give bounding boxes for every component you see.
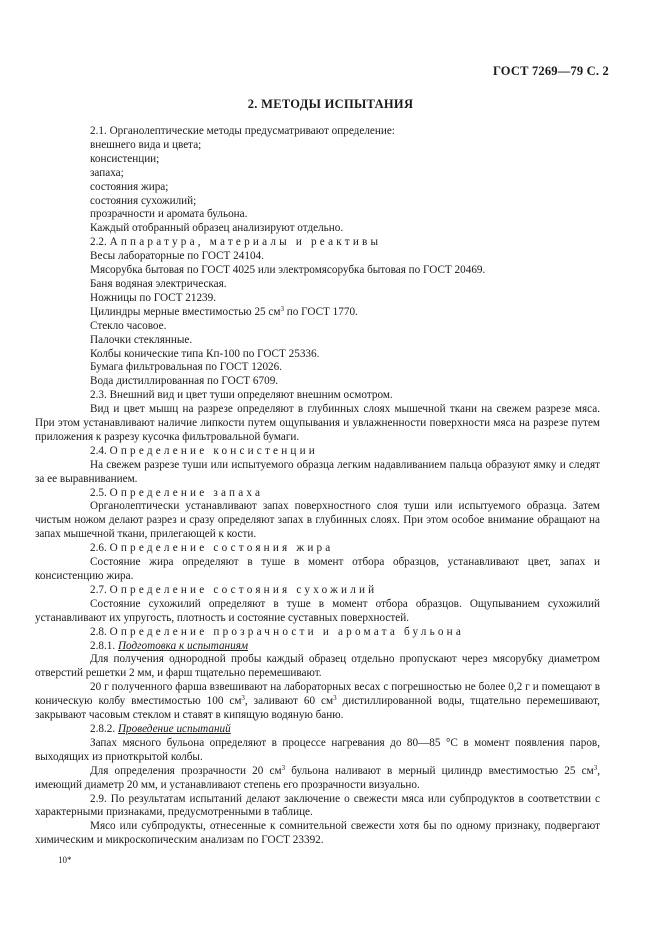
clause-number: 2.7. — [90, 583, 107, 596]
paragraph: Органолептически устанавливают запах поверхностного слоя туши или испытуемого образца. Затем чистым ножом делают разрез и сразу определяют запах в глубинных слоях. При этом особое внимание обращают на запах мышечной ткани, прилегающей к кости. — [35, 500, 600, 541]
list-item: Вода дистиллированная по ГОСТ 6709. — [90, 375, 279, 388]
running-header: ГОСТ 7269—79 С. 2 — [492, 64, 609, 78]
clause-2-5-heading — [90, 487, 600, 501]
clause-2-1-intro: 2.1. Органолептические методы предусматривают определение: — [90, 125, 395, 137]
list-item: Бумага фильтровальная по ГОСТ 12026. — [90, 361, 283, 374]
superscript: 3 — [281, 763, 286, 772]
text-run: по ГОСТ 1770. — [283, 305, 358, 318]
spaced-heading: Определение состояния сухожилий — [109, 583, 378, 596]
paragraph: 2.9. По результатам испытаний делают заключение о свежести мяса или субпродуктов в соответствии с характерными признаками, предусмотренными в таблице. — [35, 792, 600, 819]
text-run: 20 г полученного фарша взвешивают на лабораторных весах с погрешностью не более 0,2 г и помещают в коническую колбу вместимостью 100 см — [35, 681, 600, 708]
text-run: дистиллированной воды, тщательно перемешивают, закрывают часовым стеклом и ставят в кипящую водяную баню. — [35, 695, 600, 722]
list-item: Весы лабораторные по ГОСТ 24104. — [90, 250, 264, 263]
superscript: 3 — [241, 694, 245, 703]
list-item: прозрачности и аромата бульона. — [90, 208, 248, 221]
spaced-heading: Определение прозрачности и аромата бульона — [109, 625, 465, 638]
paragraph: На свежем разрезе туши или испытуемого образца легким надавливанием пальца образуют ямку и следят за ее выравниванием. — [35, 458, 600, 485]
italic-subheading: Проведение испытаний — [117, 722, 231, 735]
spaced-heading: Определение консистенции — [109, 444, 318, 457]
text-run: Цилиндры мерные вместимостью 25 см — [90, 305, 281, 318]
text-run: , заливают 60 см — [244, 695, 334, 708]
list-item: Палочки стеклянные. — [90, 333, 193, 346]
superscript: 3 — [333, 694, 337, 703]
text-run: бульона наливают в мерный цилиндр вместимостью 25 см — [285, 764, 594, 777]
spaced-heading: Определение запаха — [109, 486, 264, 499]
clause-number: 2.2. — [90, 236, 107, 249]
page-footer-mark: 10* — [58, 855, 72, 865]
list-item: внешнего вида и цвета; — [90, 138, 202, 151]
clause-number: 2.4. — [90, 444, 107, 457]
superscript: 3 — [593, 763, 598, 772]
document-body — [35, 125, 600, 848]
clause-2-1-note: Каждый отобранный образец анализируют отдельно. — [90, 222, 344, 235]
list-item: состояния сухожилий; — [90, 194, 197, 207]
text-run: , имеющий диаметр 20 мм, и устанавливают степень его прозрачности визуально. — [35, 764, 600, 791]
paragraph — [35, 765, 600, 793]
paragraph: Для получения однородной пробы каждый образец отдельно пропускают через мясорубку диаметром отверстий решетки 2 мм, и фарш тщательно перемешивают. — [35, 653, 600, 680]
italic-subheading: Подготовка к испытаниям — [117, 639, 249, 652]
paragraph: Состояние сухожилий определяют в туше в момент отбора образцов. Ощупыванием сухожилий устанавливают их упругость, плотность и состояние суставных поверхностей. — [35, 597, 600, 624]
list-item: запаха; — [90, 166, 124, 179]
clause-2-8-1-heading — [90, 640, 600, 654]
section-title: 2. МЕТОДЫ ИСПЫТАНИЯ — [247, 97, 414, 111]
paragraph: Мясо или субпродукты, отнесенные к сомнительной свежести хотя бы по одному признаку, подвергают химическим и микроскопическим анализам по ГОСТ 23392. — [35, 820, 600, 847]
paragraph — [35, 681, 600, 723]
clause-number: 2.8.2. — [90, 722, 116, 735]
clause-2-7-heading — [90, 584, 600, 598]
list-item: состояния жира; — [90, 180, 169, 193]
paragraph: Вид и цвет мышц на разрезе определяют в глубинных слоях мышечной ткани на свежем разрезе мяса. При этом устанавливают наличие липкости путем ощупывания и увлажненности поверхности мяса на разрезе путем приложения к разрезу кусочка фильтровальной бумаги. — [35, 403, 600, 443]
clause-number: 2.8.1. — [90, 639, 116, 652]
clause-number: 2.5. — [90, 486, 107, 499]
clause-2-8-heading — [90, 626, 600, 640]
list-item: Мясорубка бытовая по ГОСТ 4025 или электромясорубка бытовая по ГОСТ 20469. — [90, 264, 486, 277]
spaced-heading: Определение состояния жира — [109, 542, 334, 555]
clause-2-8-2-heading — [90, 723, 600, 737]
clause-2-2-heading — [90, 236, 600, 250]
paragraph: Запах мясного бульона определяют в процессе нагревания до 80—85 °С в момент появления паров, выходящих из приоткрытой колбы. — [35, 736, 600, 763]
list-item: Стекло часовое. — [90, 319, 167, 332]
text-run: Для определения прозрачности 20 см — [90, 764, 282, 777]
superscript: 3 — [280, 304, 284, 313]
clause-number: 2.8. — [90, 625, 107, 638]
paragraph: Состояние жира определяют в туше в момент отбора образцов, устанавливают цвет, запах и консистенцию жира. — [35, 556, 600, 582]
list-item: Колбы конические типа Кп-100 по ГОСТ 25336. — [90, 347, 320, 360]
list-item: Баня водяная электрическая. — [90, 277, 227, 290]
clause-2-3-line: 2.3. Внешний вид и цвет туши определяют внешним осмотром. — [90, 389, 393, 402]
spaced-heading: Аппаратура, материалы и реактивы — [109, 236, 382, 249]
clause-number: 2.6. — [90, 542, 107, 555]
clause-2-6-heading — [90, 542, 600, 556]
clause-2-4-heading — [90, 445, 600, 459]
list-item: Ножницы по ГОСТ 21239. — [90, 291, 217, 304]
list-item: консистенции; — [90, 152, 160, 165]
list-item — [90, 306, 600, 320]
